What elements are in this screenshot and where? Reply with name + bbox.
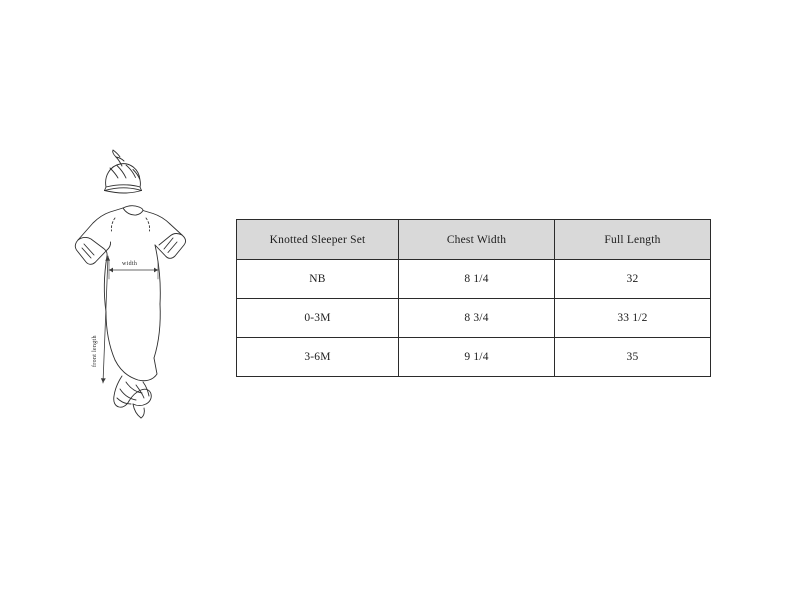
column-header-full-length: Full Length [555,220,711,260]
measurement-arrows [101,256,158,383]
cell-chest-width: 9 1/4 [399,338,555,377]
cell-full-length: 35 [555,338,711,377]
garment-illustration [60,130,230,420]
table-row [237,299,711,338]
table-row [237,338,711,377]
cell-chest-width: 8 3/4 [399,299,555,338]
front-length-measurement-label: front length [92,335,98,367]
size-chart-table [236,219,711,377]
cell-chest-width: 8 1/4 [399,260,555,299]
cell-full-length: 33 1/2 [555,299,711,338]
cell-size: 3-6M [237,338,399,377]
cell-size: NB [237,260,399,299]
table-header-row [237,220,711,260]
column-header-chest-width: Chest Width [399,220,555,260]
cell-full-length: 32 [555,260,711,299]
knotted-gown-shape [75,206,185,418]
cell-size: 0-3M [237,299,399,338]
table-row [237,260,711,299]
knotted-hat-shape [105,150,142,193]
column-header-product: Knotted Sleeper Set [237,220,399,260]
width-measurement-label: width [122,261,138,267]
